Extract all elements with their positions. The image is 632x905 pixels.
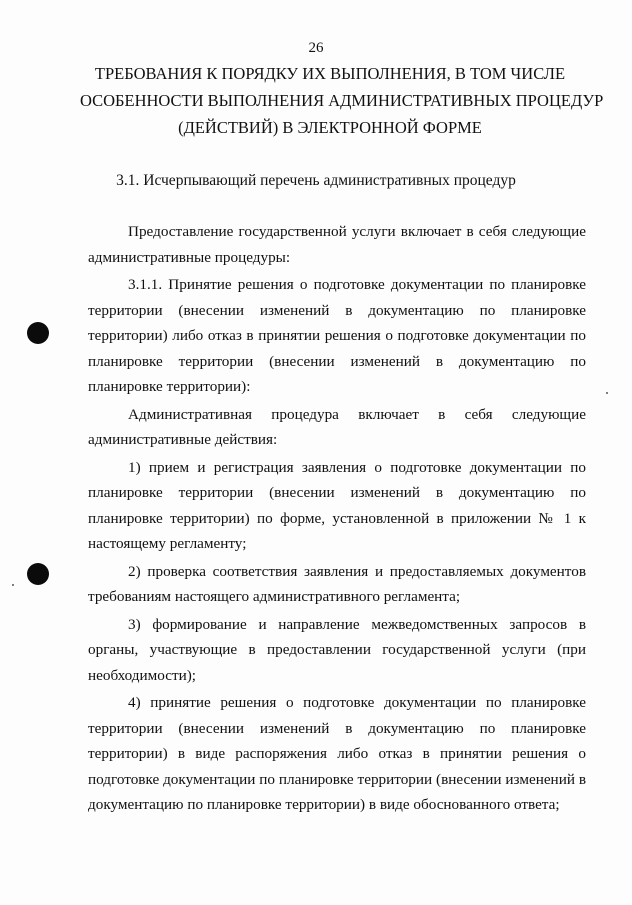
heading-line: (ДЕЙСТВИЙ) В ЭЛЕКТРОННОЙ ФОРМЕ	[178, 118, 482, 137]
scan-speck	[12, 584, 14, 586]
section-title: 3.1. Исчерпывающий перечень административных процедур	[116, 172, 516, 189]
paragraph: 3.1.1. Принятие решения о подготовке документации по планировке территории (внесении изменений в документацию по планировке территории) либо отказ в принятии решения о подготовке документации по планировке территории (внесении изменений в документацию по планировке территории):	[88, 276, 586, 395]
paragraph: 1) прием и регистрация заявления о подготовке документации по планировке территории (внесении изменений в документацию по планировке территории) по форме, установленной в приложении № 1 к настоящему регламенту;	[88, 458, 586, 552]
paragraph: 4) принятие решения о подготовке документации по планировке территории (внесении изменений в документацию по планировке территории) в виде распоряжения либо отказ в принятии решения о подготовке документации по планировке территории (внесении изменений в документацию по планировке территории) в виде обоснованного ответа;	[88, 694, 586, 813]
paragraph: 3) формирование и направление межведомственных запросов в органы, участвующие в предоставлении государственной услуги (при необходимости);	[88, 615, 586, 684]
page-number: 26	[308, 40, 324, 56]
scan-speck	[606, 392, 608, 394]
punch-hole-bottom	[27, 563, 49, 585]
heading-line: ТРЕБОВАНИЯ К ПОРЯДКУ ИХ ВЫПОЛНЕНИЯ, В ТОМ ЧИСЛЕ	[94, 64, 566, 83]
heading-line: ОСОБЕННОСТИ ВЫПОЛНЕНИЯ АДМИНИСТРАТИВНЫХ ПРОЦЕДУР	[80, 91, 604, 110]
paragraph: 2) проверка соответствия заявления и предоставляемых документов требованиям настоящего административного регламента;	[88, 562, 586, 605]
body-text	[88, 219, 586, 820]
page-heading	[80, 60, 604, 141]
paragraph: Административная процедура включает в себя следующие административные действия:	[88, 405, 586, 448]
paragraph: Предоставление государственной услуги включает в себя следующие административные процедуры:	[88, 223, 586, 266]
punch-hole-top	[27, 322, 49, 344]
